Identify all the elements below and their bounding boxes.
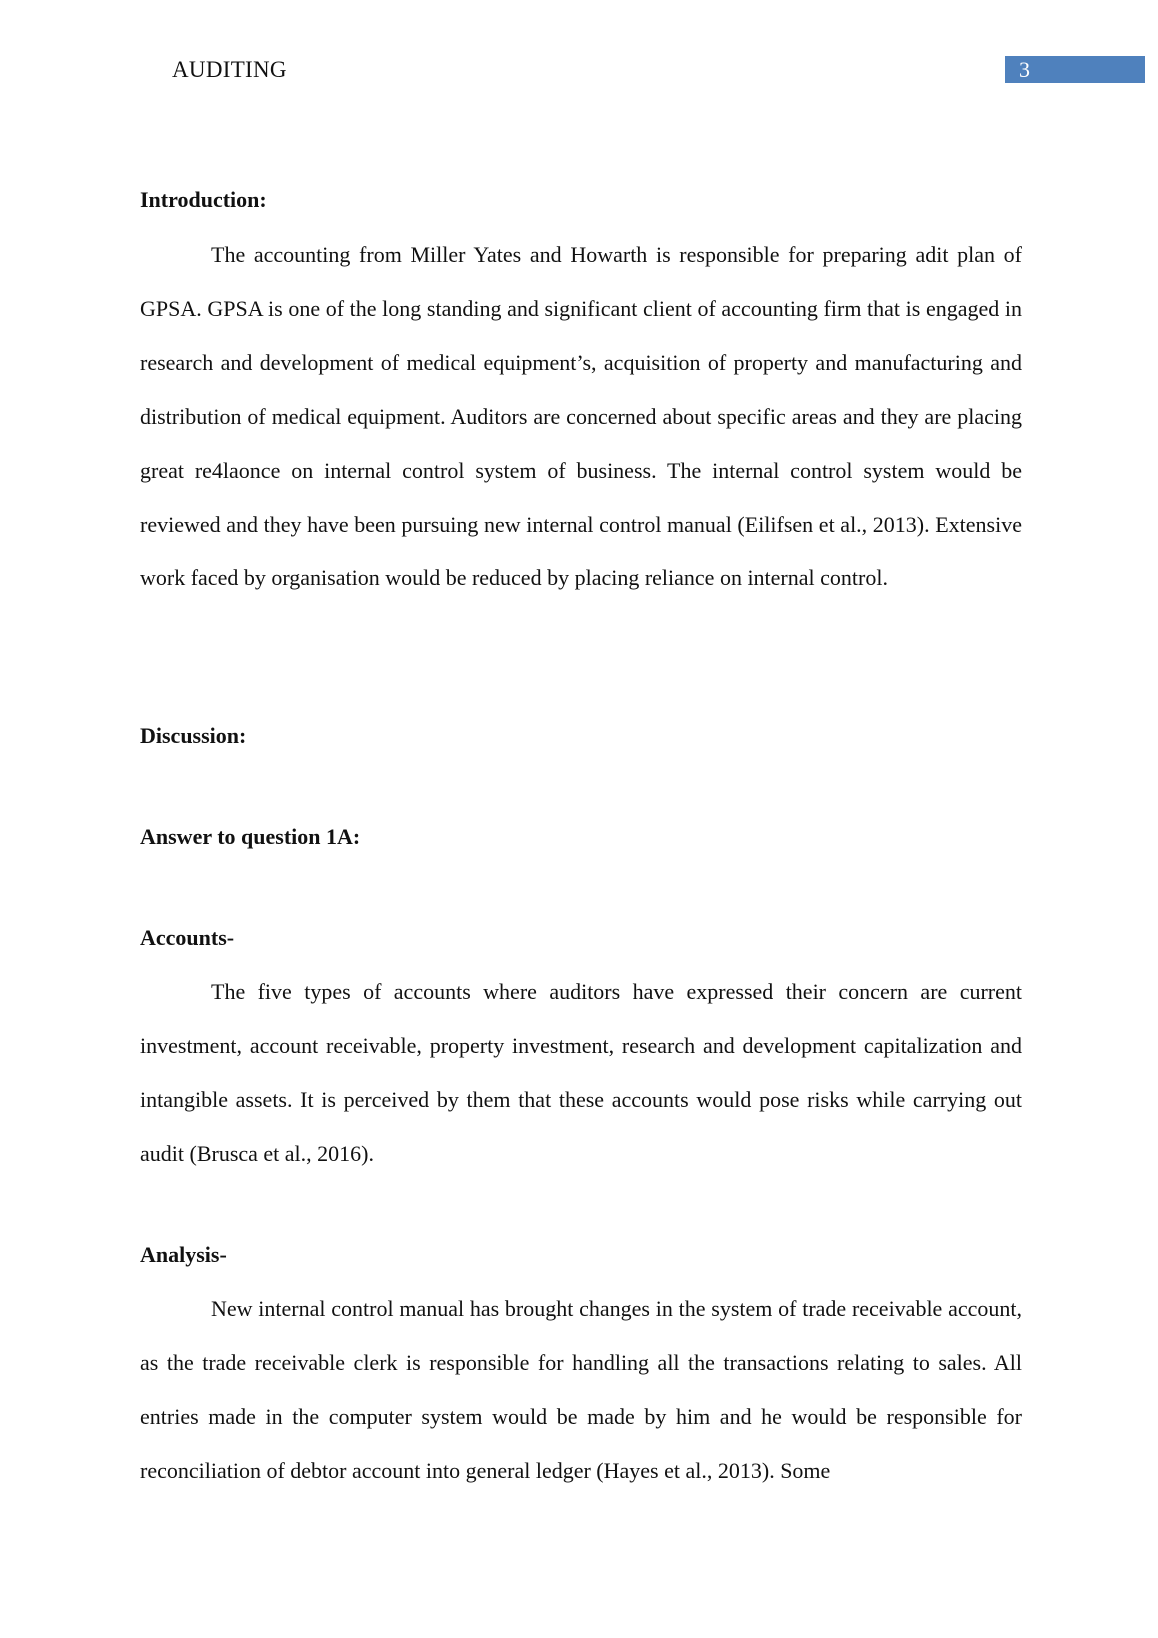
analysis-heading: Analysis-: [140, 1242, 227, 1267]
accounts-paragraph: The five types of accounts where auditors have expressed their concern are current investment, account receivable, property investment, research and development capitalization and intangible assets. It is perceived by them that these accounts would pose risks while carrying out audit (Brusca et al., 2016).: [140, 979, 1022, 1166]
discussion-heading: Discussion:: [140, 723, 247, 748]
running-header-title: AUDITING: [172, 57, 287, 82]
introduction-heading: Introduction:: [140, 187, 267, 212]
analysis-paragraph: New internal control manual has brought changes in the system of trade receivable account, as the trade receivable clerk is responsible for handling all the transactions relating to sales. All entries made in the computer system would be made by him and he would be responsible for reconciliation of debtor account into general ledger (Hayes et al., 2013). Some: [140, 1296, 1022, 1483]
accounts-heading: Accounts-: [140, 925, 235, 950]
page-number: 3: [1019, 57, 1030, 82]
introduction-paragraph: The accounting from Miller Yates and Howarth is responsible for preparing adit plan of GPSA. GPSA is one of the long standing and significant client of accounting firm that is engaged in research and development of medical equipment’s, acquisition of property and manufacturing and distribution of medical equipment. Auditors are concerned about specific areas and they are placing great re4laonce on internal control system of business. The internal control system would be reviewed and they have been pursuing new internal control manual (Eilifsen et al., 2013). Extensive work faced by organisation would be reduced by placing reliance on internal control.: [140, 242, 1022, 591]
page-number-badge: [1005, 56, 1145, 83]
answer-1a-heading: Answer to question 1A:: [140, 824, 361, 849]
